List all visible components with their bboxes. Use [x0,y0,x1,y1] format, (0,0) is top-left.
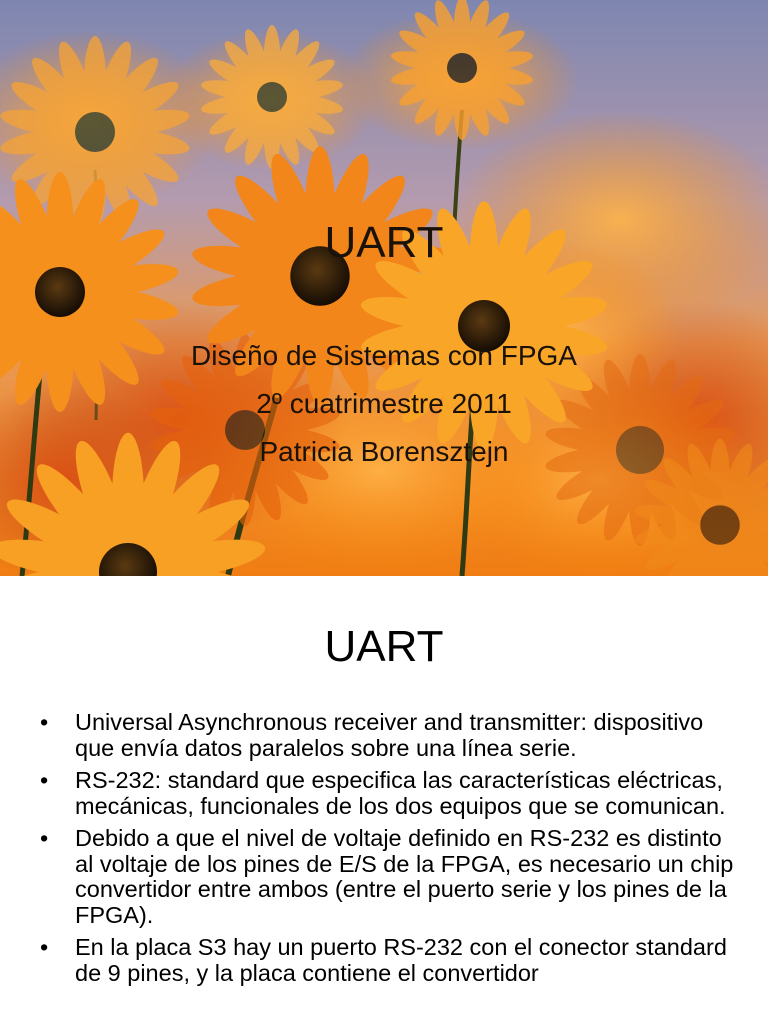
bullet-text: Debido a que el nivel de voltaje definido en RS-232 es distinto al voltaje de los pines de E/S de la FPGA, es necesario un chip convertidor entre ambos (entre el puerto serie y los pines de la FPGA). [75,825,734,928]
slide-subtitle [0,332,768,476]
list-item [36,710,746,761]
subtitle-term: 2º cuatrimestre 2011 [256,388,512,419]
bullet-icon: • [40,767,49,793]
list-item [36,935,746,986]
bullet-icon: • [40,934,49,960]
bullet-icon: • [40,709,49,735]
subtitle-course: Diseño de Sistemas con FPGA [191,340,577,371]
bullet-icon: • [40,825,49,851]
bullet-text: RS-232: standard que especifica las características eléctricas, mecánicas, funcionales de los dos equipos que se comunican. [75,767,726,819]
bullet-list [36,710,746,993]
slide-title: UART [324,622,444,671]
list-item [36,826,746,928]
list-item [36,768,746,819]
bullet-text: Universal Asynchronous receiver and transmitter: dispositivo que envía datos paralelos sobre una línea serie. [75,709,704,761]
subtitle-author: Patricia Borensztejn [259,436,509,467]
slide-title: UART [324,218,444,267]
content-slide [0,576,768,1024]
bullet-text: En la placa S3 hay un puerto RS-232 con el conector standard de 9 pines, y la placa contiene el convertidor [75,934,727,986]
